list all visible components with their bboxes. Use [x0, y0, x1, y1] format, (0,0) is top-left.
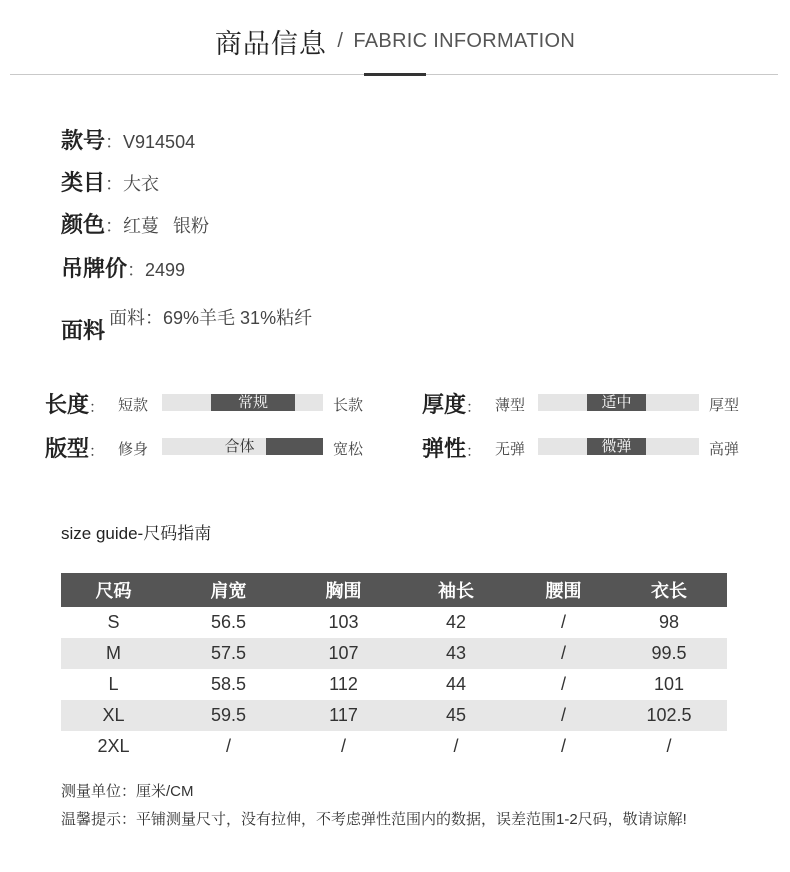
table-cell: S [107, 612, 120, 632]
info-label: 类目 [61, 170, 106, 195]
size-table-header-cell: 袖长 [396, 573, 516, 607]
info-category [61, 166, 159, 197]
info-colon: ： [105, 216, 124, 236]
attr-left-label: 无弹 [495, 441, 526, 458]
attr-length-middle: 常规 [237, 394, 268, 411]
info-fabric [61, 304, 312, 345]
size-table-header-cell: 衣长 [611, 573, 727, 607]
attr-right-label: 长款 [333, 397, 364, 414]
table-row [61, 638, 727, 669]
table-cell: 2XL [97, 736, 130, 756]
attr-left-label: 短款 [118, 397, 149, 414]
info-colon: ： [105, 174, 124, 194]
table-cell: 43 [396, 638, 516, 669]
table-cell: 58.5 [210, 674, 247, 694]
header-accent-bar [364, 73, 426, 76]
size-tip-note: 温馨提示：平铺测量尺寸，没有拉伸，不考虑弹性范围内的数据，误差范围1-2尺码，敬请谅解! [61, 811, 687, 828]
info-value: 2499 [145, 260, 186, 280]
table-cell: XL [61, 700, 166, 731]
attr-colon: ： [89, 399, 105, 416]
attr-colon: ： [466, 443, 482, 460]
info-label: 面料 [61, 318, 106, 343]
attr-thickness [422, 388, 481, 419]
attr-length-bar [162, 394, 323, 411]
table-cell: 107 [291, 638, 396, 669]
table-row [61, 669, 727, 700]
info-label: 款号 [61, 128, 106, 153]
attr-elasticity-middle: 微弹 [601, 438, 632, 455]
table-cell: / [453, 736, 459, 756]
table-cell: 101 [653, 674, 685, 694]
size-table-header-cell: 胸围 [291, 573, 396, 607]
info-price [61, 252, 185, 283]
info-style-no [61, 124, 195, 155]
attr-colon: ： [466, 399, 482, 416]
attr-label: 弹性 [422, 436, 467, 461]
table-cell: 98 [658, 612, 680, 632]
table-cell: 56.5 [210, 612, 247, 632]
attr-fit-bar [162, 438, 323, 455]
size-table-header-cell: 腰围 [516, 573, 611, 607]
size-table-header [61, 573, 727, 607]
table-row [61, 731, 727, 762]
info-value: 面料：69%羊毛 31%粘纤 [109, 308, 313, 328]
attr-label: 长度 [45, 392, 90, 417]
size-table-header-cell: 尺码 [61, 573, 166, 607]
table-cell: / [666, 736, 672, 756]
attr-label: 版型 [45, 436, 90, 461]
table-cell: / [516, 638, 611, 669]
table-cell: M [61, 638, 166, 669]
table-cell: / [225, 736, 231, 756]
attr-left-label: 薄型 [495, 397, 526, 414]
table-row [61, 700, 727, 731]
table-cell: 117 [291, 700, 396, 731]
table-cell: 112 [329, 674, 358, 694]
measure-unit-note: 测量单位：厘米/CM [61, 783, 194, 800]
attr-right-label: 高弹 [709, 441, 740, 458]
attr-elasticity-bar [538, 438, 699, 455]
info-value: 红蔓 [123, 216, 160, 236]
table-cell: / [560, 674, 566, 694]
table-cell: 99.5 [611, 638, 727, 669]
attr-elasticity [422, 432, 481, 463]
size-table [61, 573, 727, 762]
table-cell: 45 [396, 700, 516, 731]
size-table-header-cell: 肩宽 [166, 573, 291, 607]
info-colon: ： [105, 132, 124, 152]
info-value: V914504 [123, 132, 196, 152]
table-cell: L [108, 674, 119, 694]
table-cell: 44 [445, 674, 467, 694]
table-cell: / [516, 700, 611, 731]
info-value: 大衣 [123, 174, 160, 194]
table-cell: 57.5 [166, 638, 291, 669]
table-cell: / [560, 612, 566, 632]
header-separator: / [337, 30, 343, 52]
table-cell: 59.5 [166, 700, 291, 731]
attr-right-label: 宽松 [333, 441, 364, 458]
table-cell: 103 [328, 612, 359, 632]
attr-thickness-bar [538, 394, 699, 411]
attr-thickness-middle: 适中 [601, 394, 632, 411]
table-cell: / [340, 736, 346, 756]
info-colon: ： [127, 260, 146, 280]
attr-colon: ： [89, 443, 105, 460]
attr-fit [45, 432, 104, 463]
attr-right-label: 厚型 [709, 397, 740, 414]
header-title-en: FABRIC INFORMATION [353, 30, 576, 52]
attr-label: 厚度 [422, 392, 467, 417]
attr-length [45, 388, 104, 419]
size-guide-title: size guide-尺码指南 [61, 524, 212, 543]
info-label: 颜色 [61, 212, 106, 237]
page-header [0, 22, 790, 61]
table-cell: 102.5 [611, 700, 727, 731]
info-label: 吊牌价 [61, 256, 128, 281]
table-cell: / [560, 736, 566, 756]
attr-left-label: 修身 [118, 441, 149, 458]
header-title-cn: 商品信息 [214, 29, 327, 59]
table-cell: 42 [445, 612, 467, 632]
attr-fit-middle: 合体 [224, 438, 255, 455]
info-value-secondary: 银粉 [173, 216, 210, 236]
table-row [61, 607, 727, 638]
info-color [61, 208, 209, 239]
